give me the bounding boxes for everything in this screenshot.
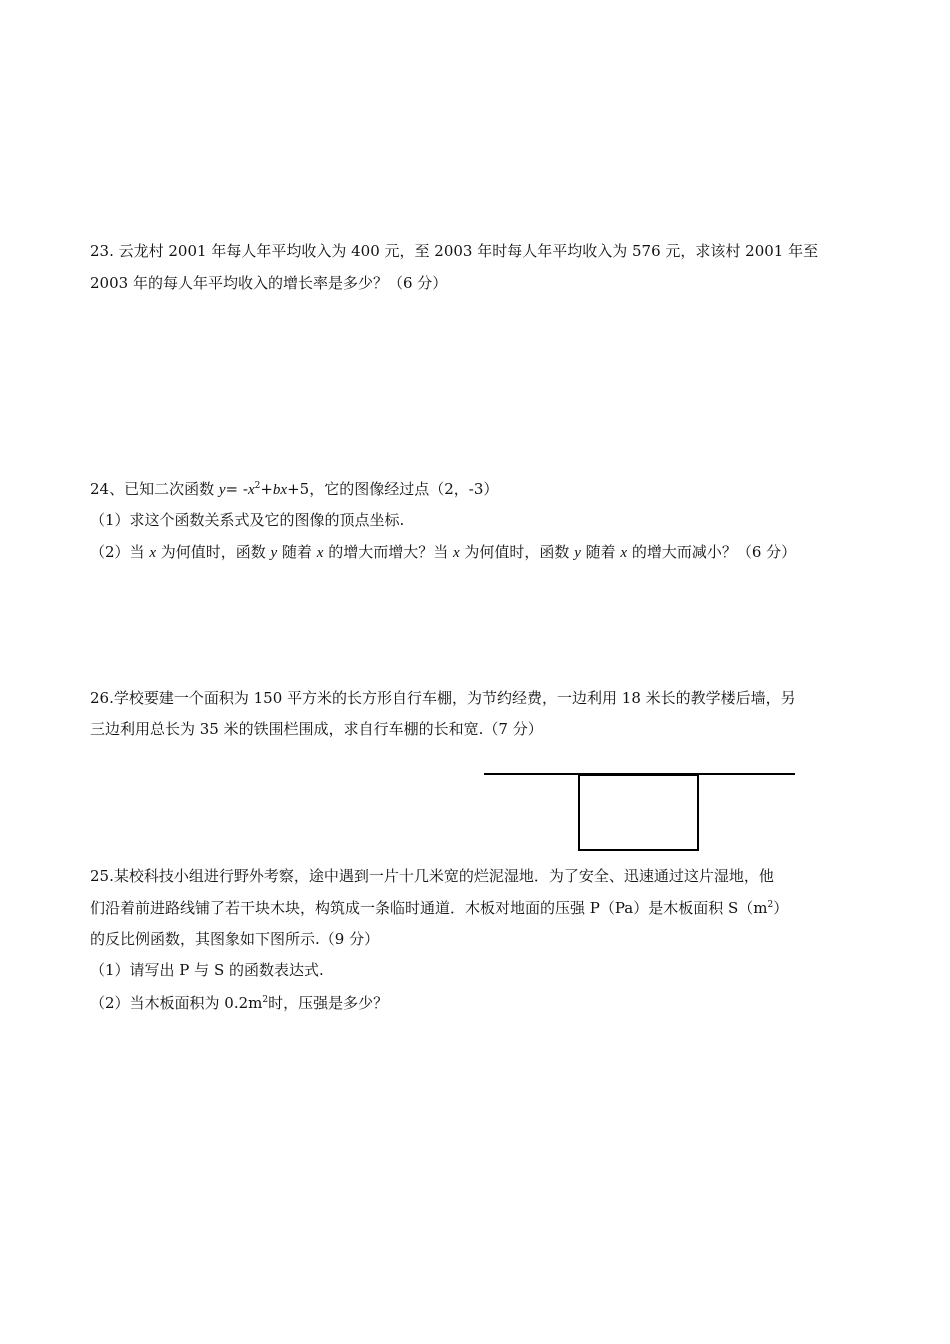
q25-part2-b: 时，压强是多少？	[268, 994, 389, 1012]
q24-part2-a: （2）当	[90, 543, 150, 561]
q24-part2-x4: x	[620, 545, 628, 561]
q25-part2	[90, 993, 388, 1013]
q24-part1: （1）求这个函数关系式及它的图像的顶点坐标.	[90, 511, 405, 529]
q24-plus: +	[260, 480, 273, 498]
q24-x1: x	[247, 482, 255, 498]
q25-part1: （1）请写出 P 与 S 的函数表达式.	[90, 961, 324, 979]
shed-rectangle	[579, 775, 698, 850]
q24-eq: = -	[225, 480, 248, 498]
q24-part2-x1: x	[149, 545, 156, 561]
q23-line1: 23. 云龙村 2001 年每人年平均收入为 400 元，至 2003 年时每人年平均收入为 576 元，求该村 2001 年至	[90, 242, 819, 260]
q24-b: b	[272, 482, 281, 498]
q24-x2: x	[280, 482, 288, 498]
q24-part2-f: 随着	[580, 543, 621, 561]
q24-part2-x2: x	[316, 545, 324, 561]
q23-line2: 2003 年的每人年平均收入的增长率是多少？（6 分）	[90, 274, 448, 292]
q25-line1: 25.某校科技小组进行野外考察，途中遇到一片十几米宽的烂泥湿地．为了安全、迅速通过这片湿地，他	[90, 867, 774, 885]
q24-part2-c: 随着	[277, 543, 317, 561]
q24-y: y	[218, 482, 226, 498]
q25-part2-sup: 2	[262, 995, 269, 1005]
q26-line2: 三边利用总长为 35 米的铁围栏围成，求自行车棚的长和宽.（7 分）	[90, 720, 543, 738]
q26-line1: 26.学校要建一个面积为 150 平方米的长方形自行车棚，为节约经费，一边利用 18 米长的教学楼后墙，另	[90, 689, 796, 707]
q24-part2-e: 为何值时，函数	[459, 543, 575, 561]
q25-line2-sup: 2	[767, 900, 774, 910]
q24-part2-d: 的增大而增大？当	[323, 543, 453, 561]
q25-line3: 的反比例函数，其图象如下图所示.（9 分）	[90, 930, 380, 948]
q24-post: +5，它的图像经过点（2，-3）	[287, 480, 499, 498]
q24-part2-y1: y	[270, 545, 278, 561]
q24-part2-y2: y	[574, 545, 581, 561]
q25-line2-end: ）	[773, 899, 789, 917]
q25-part2-a: （2）当木板面积为 0.2m	[90, 994, 263, 1012]
q25-line2	[90, 898, 788, 918]
q24-part2-g: 的增大而减小？（6 分）	[627, 543, 797, 561]
q24-part2-b: 为何值时，函数	[155, 543, 271, 561]
q24-pre: 24、已知二次函数	[90, 480, 219, 498]
q24-sup: 2	[254, 481, 261, 491]
q24-part2-x3: x	[452, 545, 460, 561]
q25-line2-text: 们沿着前进路线铺了若干块木块，构筑成一条临时通道．木板对地面的压强 P（Pa）是木板面积 S（m	[90, 899, 768, 917]
